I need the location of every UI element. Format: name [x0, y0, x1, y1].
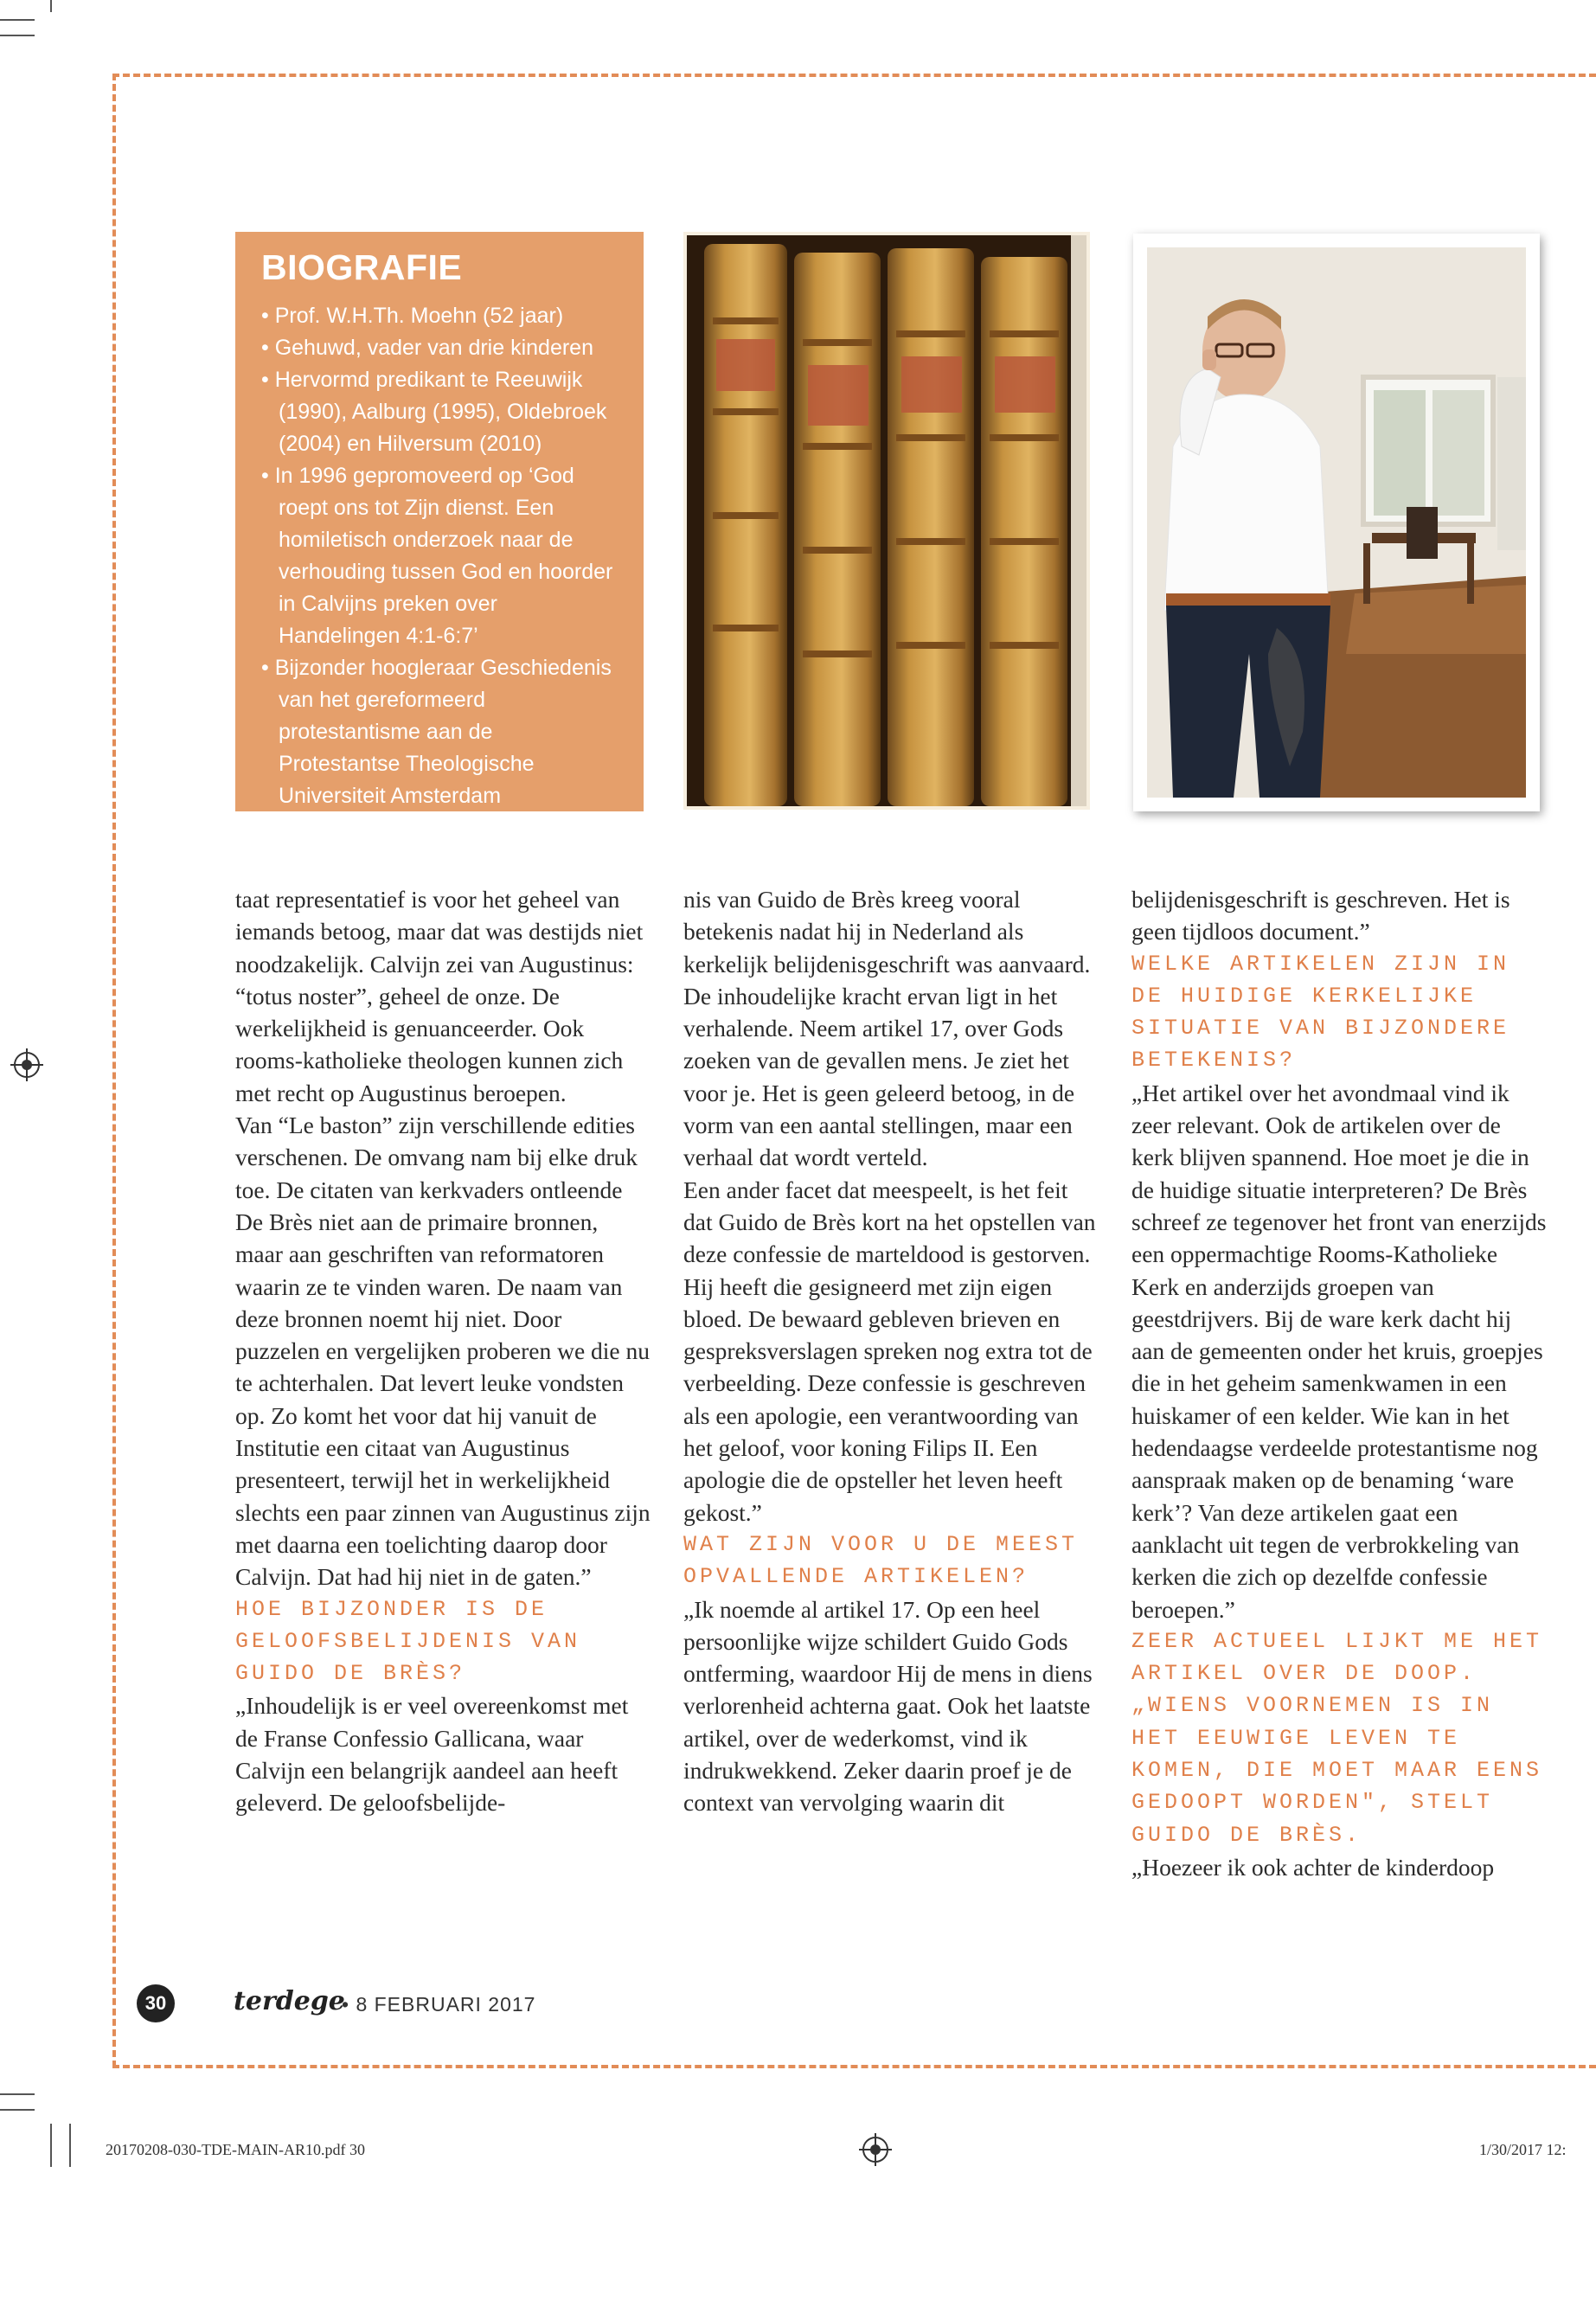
- biography-item: • Hervormd predikant te Reeuwijk (1990), Aalburg (1995), Oldebroek (2004) en Hilversum (2010): [261, 364, 618, 460]
- interview-question: WELKE ARTIKELEN ZIJN IN DE HUIDIGE KERKELIJKE SITUATIE VAN BIJZONDERE BETEKENIS?: [1131, 951, 1510, 1074]
- biography-item: • Bijzonder hoogleraar Geschiedenis van het gereformeerd protestantisme aan de Protestantse Theologische Universiteit Amsterdam: [261, 652, 618, 812]
- body-paragraph: belijdenisgeschrift is geschreven. Het is geen tijdloos document.”: [1131, 886, 1510, 945]
- body-paragraph: „Het artikel over het avondmaal vind ik zeer relevant. Ook de artikelen over de kerk blijven spannend. Hoe moet je die in de huidige situatie interpreteren? De Brès schreef ze tegenover het front van enerzijds een oppermachtige Rooms-Katholieke Kerk en anderzijds groepen van geestdrijvers. Bij de ware kerk dacht hij aan de gemeenten onder het kruis, groepjes die in het geheim samenkwamen in een huiskamer of een kelder. Wie kan in het hedendaagse verdeelde protestantisme nog aanspraak maken op de benaming ‘ware kerk’? Van deze artikelen gaat een aanklacht uit tegen de verbrokkeling van kerken die zich op dezelfde confessie beroepen.”: [1131, 1079, 1547, 1623]
- registration-mark-left: [14, 1052, 40, 1078]
- body-paragraph: taat representatief is voor het geheel van iemands betoog, maar dat was destijds niet noodzakelijk. Calvijn zei van Augustinus: “totus noster”, geheel de onze. De werkelijkheid is genuanceerder. Ook rooms-katholieke theologen kunnen zich met recht op Augustinus beroepen.: [235, 886, 644, 1106]
- crop-mark: [0, 19, 35, 21]
- crop-mark: [0, 2093, 35, 2095]
- body-paragraph: Een ander facet dat meespeelt, is het feit dat Guido de Brès kort na het opstellen van deze confessie de marteldood is gestorven. Hij heeft die gesigneerd met zijn eigen bloed. De bewaard gebleven brieven en gespreksverslagen spreken nog extra tot de verbeelding. Deze confessie is geschreven als een apologie, een verantwoording van het geloof, voor koning Filips II. Een apologie die de opsteller het leven heeft gekost.”: [683, 1176, 1096, 1526]
- biography-item: • Prof. W.H.Th. Moehn (52 jaar): [261, 300, 618, 332]
- body-paragraph: „Ik noemde al artikel 17. Op een heel persoonlijke wijze schildert Guido Gods ontferming, waardoor Hij de mens in diens verlorenheid achterna gaat. Ook het laatste artikel, over de wederkomst, vind ik indrukwekkend. Zeker daarin proef je de context van vervolging waarin dit: [683, 1595, 1093, 1817]
- interview-question: WAT ZIJN VOOR U DE MEEST OPVALLENDE ARTIKELEN?: [683, 1531, 1079, 1590]
- crop-mark: [50, 2124, 52, 2167]
- body-paragraph: Van “Le baston” zijn verschillende edities verschenen. De omvang nam bij elke druk toe. De citaten van kerkvaders ontleende De Brès niet aan de primaire bronnen, maar aan geschriften van reformatoren waarin ze te vinden waren. De naam van deze bronnen noemt hij niet. Door puzzelen en vergelijken proberen we die nu te achterhalen. Dat levert leuke vondsten op. Zo komt het voor dat hij vanuit de Institutie een citaat van Augustinus presenteert, terwijl het in werkelijkheid slechts een paar zinnen van Augustinus zijn met daarna een toelichting daarop door Calvijn. Dat had hij niet in de gaten.”: [235, 1112, 651, 1591]
- print-slug-date: 1/30/2017 12:: [1479, 2141, 1567, 2158]
- text-column-3: [1131, 883, 1547, 1883]
- magazine-logo: terdege: [234, 1986, 345, 2016]
- books-photo: [683, 232, 1090, 810]
- text-column-2: [683, 883, 1099, 1819]
- biography-item: • Gehuwd, vader van drie kinderen: [261, 332, 618, 364]
- crop-mark: [69, 2124, 71, 2167]
- text-column-1: [235, 883, 651, 1819]
- page-border-left: [112, 74, 116, 2067]
- body-paragraph: nis van Guido de Brès kreeg vooral betekenis nadat hij in Nederland als kerkelijk belijdenisgeschrift was aanvaard. De inhoudelijke kracht ervan ligt in het verhalende. Neem artikel 17, over Gods zoeken van de gevallen mens. Je ziet het voor je. Het is geen geleerd betoog, in de vorm van een aantal stellingen, maar een verhaal dat wordt verteld.: [683, 886, 1091, 1171]
- portrait-photo: [1133, 234, 1540, 811]
- print-slug-file: 20170208-030-TDE-MAIN-AR10.pdf 30: [106, 2141, 365, 2158]
- book-spine: [888, 248, 974, 806]
- interview-question: HOE BIJZONDER IS DE GELOOFSBELIJDENIS VAN GUIDO DE BRÈS?: [235, 1596, 581, 1687]
- biography-item: • In 1996 gepromoveerd op ‘God roept ons tot Zijn dienst. Een homiletisch onderzoek naar de verhouding tussen God en hoorder in Calvijns preken over Handelingen 4:1-6:7’: [261, 460, 618, 652]
- crop-mark: [50, 0, 52, 12]
- crop-mark: [0, 35, 35, 36]
- interview-question: ZEER ACTUEEL LIJKT ME HET ARTIKEL OVER DE DOOP. „WIENS VOORNEMEN IS IN HET EEUWIGE LEVEN TE KOMEN, DIE MOET MAAR EENS GEDOOPT WORDEN", STELT GUIDO DE BRÈS.: [1131, 1628, 1543, 1848]
- page-border-bottom: [112, 2065, 1596, 2068]
- biography-box: [235, 232, 644, 811]
- registration-mark-bottom: [862, 2137, 888, 2163]
- body-paragraph: „Inhoudelijk is er veel overeenkomst met de Franse Confessio Gallicana, waar Calvijn een belangrijk aandeel aan heeft geleverd. De geloofsbelijde-: [235, 1692, 629, 1817]
- crop-mark: [0, 2109, 35, 2111]
- book-spine: [704, 244, 787, 806]
- book-spine: [794, 253, 881, 806]
- body-paragraph: „Hoezeer ik ook achter de kinderdoop: [1131, 1853, 1495, 1881]
- issue-date: • 8 FEBRUARI 2017: [342, 1993, 536, 2016]
- book-spine: [981, 257, 1067, 806]
- biography-title: BIOGRAFIE: [261, 247, 463, 287]
- page-number: 30: [137, 1984, 175, 2022]
- biography-list: [261, 300, 618, 812]
- page-border-top: [112, 74, 1596, 77]
